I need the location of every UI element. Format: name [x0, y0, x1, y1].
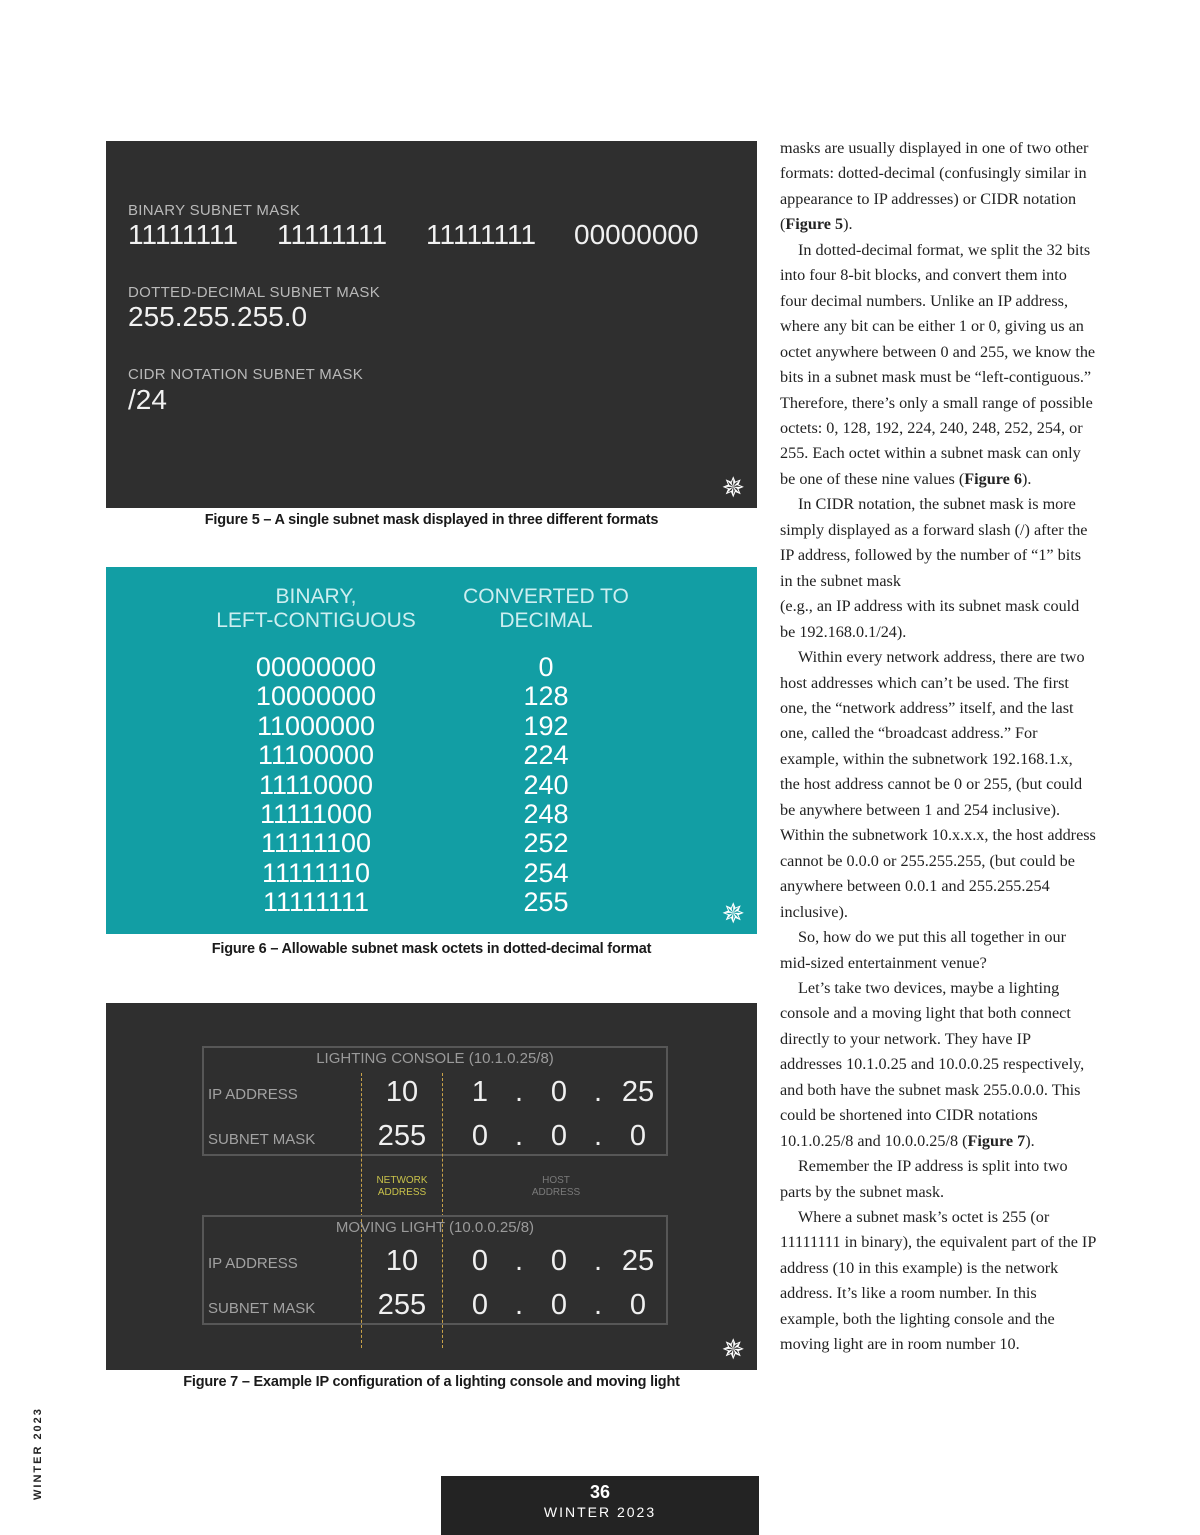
- binary-octet-row: 11000000: [256, 710, 376, 741]
- moving-ip-octet-1: 10: [385, 1245, 419, 1277]
- footer-issue: WINTER 2023: [543, 1504, 657, 1520]
- moving-light-title: MOVING LIGHT (10.0.0.25/8): [335, 1219, 535, 1236]
- moving-ip-octet-3: 0: [550, 1245, 568, 1277]
- console-mask-octet-1: 255: [377, 1120, 427, 1152]
- decimal-octet-row: 128: [523, 681, 569, 712]
- decimal-octet-row: 192: [523, 710, 569, 741]
- binary-octet-row: 11111111: [262, 887, 370, 918]
- paragraph: Within every network address, there are two host addresses which can’t be used. The first one, the “network address” itself, and the last one, called the “broadcast address.” For example, within the subnetwork 192.168.1.x, the host address cannot be 0 or 255, (but could be anywhere between 1 and 254 inclusive). Within the subnetwork 10.x.x.x, the host address cannot be 0.0.0 or 255.255.255, (but could be anywhere between 0.0.1 and 255.255.254 inclusive).: [780, 648, 1096, 921]
- figure-7-panel: [106, 1003, 757, 1370]
- paragraph: Where a subnet mask’s octet is 255 (or 11111111 in binary), the equivalent part of the IP address (10 in this example) is the network address. It’s like a room number. In this example, both the lighting console and the moving light are in room number 10.: [780, 1208, 1096, 1354]
- decimal-octet-row: 254: [523, 857, 569, 888]
- binary-octet-row: 10000000: [255, 681, 377, 712]
- figure-reference: Figure 5: [785, 215, 844, 234]
- figure-7-caption: Figure 7 – Example IP configuration of a lighting console and moving light: [183, 1374, 680, 1390]
- binary-header-line-2: LEFT-CONTIGUOUS: [216, 609, 416, 632]
- ip-address-label: IP ADDRESS: [208, 1255, 298, 1272]
- moving-mask-octet-2: 0: [471, 1289, 489, 1321]
- paragraph: [780, 976, 1096, 1154]
- dot-separator: .: [514, 1076, 524, 1108]
- ip-address-label: IP ADDRESS: [208, 1086, 298, 1103]
- dot-separator: .: [514, 1289, 524, 1321]
- binary-octet-row: 11110000: [258, 769, 374, 800]
- binary-header-line-1: BINARY,: [275, 585, 357, 608]
- binary-octet-list: [236, 653, 396, 918]
- cidr-notation-value: /24: [128, 384, 167, 415]
- console-ip-octet-4: 25: [621, 1076, 655, 1108]
- binary-octet-row: 11111100: [260, 828, 372, 859]
- paragraph: (e.g., an IP address with its subnet mask could be 192.168.0.1/24).: [780, 597, 1080, 641]
- binary-octet-3: 11111111: [426, 219, 537, 250]
- console-ip-octet-1: 10: [385, 1076, 419, 1108]
- decimal-octet-row: 240: [523, 769, 569, 800]
- dotted-decimal-label: DOTTED-DECIMAL SUBNET MASK: [128, 284, 380, 301]
- host-address-tag: [516, 1175, 596, 1199]
- moving-ip-octet-2: 0: [471, 1245, 489, 1277]
- decimal-header-line-1: CONVERTED TO: [463, 585, 629, 608]
- side-issue-label: WINTER 2023: [32, 1407, 44, 1500]
- dot-separator: .: [593, 1076, 603, 1108]
- subnet-mask-label: SUBNET MASK: [208, 1300, 316, 1317]
- paragraph: In CIDR notation, the subnet mask is more simply displayed as a forward slash (/) after the IP address, followed by the number of “1” bits in the subnet mask: [780, 495, 1088, 590]
- binary-octet-row: 00000000: [255, 652, 377, 682]
- figure-5-panel: [106, 141, 757, 508]
- binary-octet-4: 00000000: [574, 219, 699, 250]
- moving-mask-octet-1: 255: [377, 1289, 427, 1321]
- binary-octet-row: 11111110: [261, 857, 371, 888]
- console-mask-octet-2: 0: [471, 1120, 489, 1152]
- article-body: [780, 136, 1096, 1358]
- console-ip-octet-3: 0: [550, 1076, 568, 1108]
- binary-octet-row: 11111000: [259, 799, 373, 830]
- network-tag-line-2: ADDRESS: [377, 1187, 427, 1198]
- binary-subnet-mask-label: BINARY SUBNET MASK: [128, 202, 301, 219]
- asterisk-logo-icon: ✵: [721, 897, 745, 930]
- binary-octet-row: 11100000: [257, 740, 375, 771]
- decimal-octet-row: 252: [523, 828, 569, 859]
- moving-ip-octet-4: 25: [621, 1245, 655, 1277]
- dot-separator: .: [593, 1289, 603, 1321]
- decimal-octet-row: 224: [523, 740, 569, 771]
- figure-6-panel: [106, 567, 757, 934]
- paragraph-text: Let’s take two devices, maybe a lighting console and a moving light that both connect directly to your network. They have IP addresses 10.1.0.25 and 10.0.0.25 respectively, and both have the subnet mask 255.0.0.0. This could be shortened into CIDR notations 10.1.0.25/8 and 10.0.0.25/8 (: [780, 978, 1085, 1150]
- figure-6-caption: Figure 6 – Allowable subnet mask octets in dotted-decimal format: [211, 941, 652, 957]
- page-footer: [441, 1476, 759, 1535]
- moving-mask-octet-4: 0: [629, 1289, 647, 1321]
- dot-separator: .: [593, 1120, 603, 1152]
- moving-light-box: [202, 1215, 668, 1325]
- paragraph: So, how do we put this all together in our mid-sized entertainment venue?: [780, 928, 1066, 972]
- paragraph: [780, 136, 1096, 238]
- paragraph-text: In dotted-decimal format, we split the 32 bits into four 8-bit blocks, and convert them into four decimal numbers. Unlike an IP address, where any bit can be either 1 or 0, giving us an octet anywhere between 0 and 255, we know the bits in a subnet mask must be “left-contiguous.” Therefore, there’s only a small range of possible octets: 0, 128, 192, 224, 240, 248, 252, 254, or 255. Each octet within a subnet mask can only be one of these nine values (: [780, 240, 1096, 488]
- paragraph-text: masks are usually displayed in one of two other formats: dotted-decimal (confusingly similar in appearance to IP addresses) or CIDR notation (: [780, 139, 1089, 234]
- cidr-notation-label: CIDR NOTATION SUBNET MASK: [128, 366, 364, 383]
- dot-separator: .: [593, 1245, 603, 1277]
- paragraph-text: ).: [843, 215, 853, 234]
- binary-octet-2: 11111111: [277, 219, 388, 250]
- decimal-octet-row: 0: [538, 652, 554, 682]
- binary-octet-1: 11111111: [128, 219, 239, 250]
- paragraph: [780, 238, 1096, 493]
- dot-separator: .: [514, 1120, 524, 1152]
- moving-mask-octet-3: 0: [550, 1289, 568, 1321]
- lighting-console-box: [202, 1046, 668, 1156]
- decimal-octet-row: 255: [523, 887, 569, 918]
- figure-5-caption: Figure 5 – A single subnet mask displayed in three different formats: [204, 512, 659, 528]
- subnet-mask-label: SUBNET MASK: [208, 1131, 316, 1148]
- asterisk-logo-icon: ✵: [721, 1333, 745, 1366]
- paragraph-text: ).: [1025, 1131, 1035, 1150]
- asterisk-logo-icon: ✵: [721, 471, 745, 504]
- paragraph: Remember the IP address is split into two parts by the subnet mask.: [780, 1157, 1068, 1201]
- binary-column-header: [196, 585, 436, 633]
- decimal-column-header: [426, 585, 666, 633]
- dotted-decimal-value: 255.255.255.0: [128, 301, 308, 332]
- lighting-console-title: LIGHTING CONSOLE (10.1.0.25/8): [316, 1050, 554, 1067]
- figure-reference: Figure 6: [964, 469, 1022, 488]
- decimal-octet-list: [506, 653, 586, 918]
- host-tag-line-1: HOST: [542, 1175, 570, 1186]
- dot-separator: .: [514, 1245, 524, 1277]
- paragraph-text: ).: [1022, 469, 1032, 488]
- console-mask-octet-4: 0: [629, 1120, 647, 1152]
- decimal-header-line-2: DECIMAL: [499, 609, 593, 632]
- figure-reference: Figure 7: [967, 1131, 1026, 1150]
- host-tag-line-2: ADDRESS: [531, 1187, 581, 1198]
- network-tag-line-1: NETWORK: [376, 1175, 428, 1186]
- page-number: 36: [589, 1482, 611, 1502]
- console-ip-octet-2: 1: [471, 1076, 489, 1108]
- network-address-tag: [364, 1175, 440, 1199]
- decimal-octet-row: 248: [523, 799, 569, 830]
- console-mask-octet-3: 0: [550, 1120, 568, 1152]
